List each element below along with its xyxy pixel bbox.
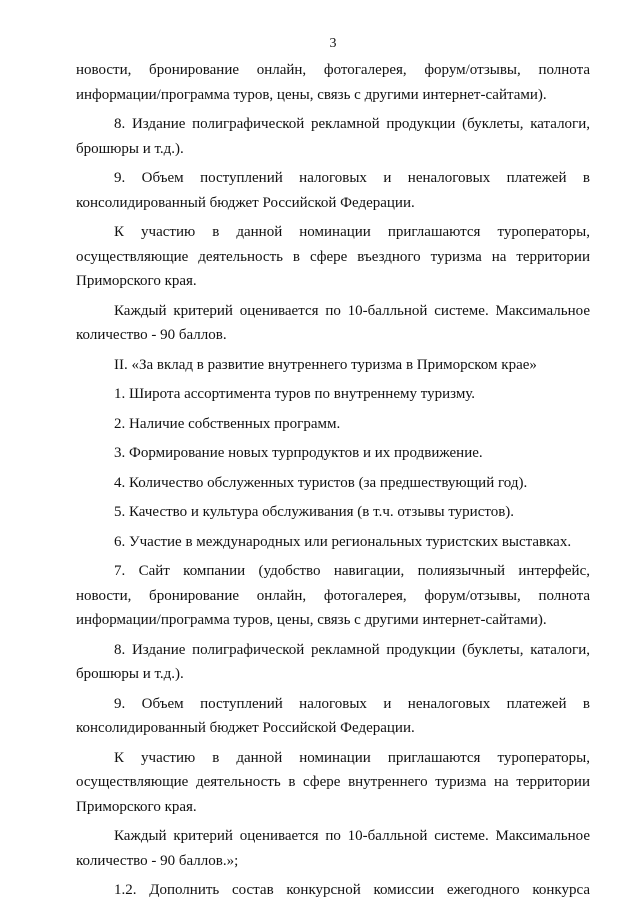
criterion-7-website: 7. Сайт компании (удобство навигации, полиязычный интерфейс, новости, бронирование онлайн, фотогалерея, форум/отзывы, полнота информации/программа туров, цены, связь с другими интернет-сайтами). xyxy=(76,563,590,628)
scoring-note-1: Каждый критерий оценивается по 10-балльной системе. Максимальное количество - 90 баллов. xyxy=(76,302,590,343)
paragraph-continuation-end: информации/программа туров, цены, связь с другими интернет-сайтами). xyxy=(76,86,547,103)
criterion-8-printing: 8. Издание полиграфической рекламной продукции (буклеты, каталоги, брошюры и т.д.). xyxy=(76,116,590,157)
paragraph-continuation-line: новости, бронирование онлайн, фотогалерея, форум/отзывы, полнота xyxy=(76,62,590,78)
criterion-2-programs: 2. Наличие собственных программ. xyxy=(114,415,341,432)
criterion-3-new-products: 3. Формирование новых турпродуктов и их продвижение. xyxy=(114,445,483,461)
criterion-9-budget: 9. Объем поступлений налоговых и неналоговых платежей в консолидированный бюджет Российской Федерации. xyxy=(76,170,590,211)
document-body xyxy=(76,58,590,903)
nomination-participants-inbound: К участию в данной номинации приглашаются туроператоры, осуществляющие деятельность в сфере въездного туризма на территории Приморского края. xyxy=(76,224,590,289)
nomination-2-title: II. «За вклад в развитие внутреннего туризма в Приморском крае» xyxy=(114,356,537,373)
criterion-1-range: 1. Широта ассортимента туров по внутреннему туризму. xyxy=(114,386,476,402)
criterion-9-budget-2: 9. Объем поступлений налоговых и неналоговых платежей в консолидированный бюджет Российской Федерации. xyxy=(76,695,590,736)
scoring-note-2: Каждый критерий оценивается по 10-балльной системе. Максимальное количество - 90 баллов.»; xyxy=(76,828,590,869)
nomination-participants-domestic: К участию в данной номинации приглашаются туроператоры, осуществляющие деятельность в сфере внутреннего туризма на территории Приморского края. xyxy=(76,749,590,815)
criterion-6-exhibitions: 6. Участие в международных или региональных туристских выставках. xyxy=(114,533,572,550)
page-number: 3 xyxy=(329,36,337,51)
criterion-5-service-quality: 5. Качество и культура обслуживания (в т.ч. отзывы туристов). xyxy=(114,504,515,520)
criterion-8-printing-2: 8. Издание полиграфической рекламной продукции (буклеты, каталоги, брошюры и т.д.). xyxy=(76,641,590,682)
item-1-2-commission: 1.2. Дополнить состав конкурсной комиссии ежегодного конкурса xyxy=(114,882,590,898)
criterion-4-tourists-count: 4. Количество обслуженных туристов (за предшествующий год). xyxy=(114,474,528,491)
